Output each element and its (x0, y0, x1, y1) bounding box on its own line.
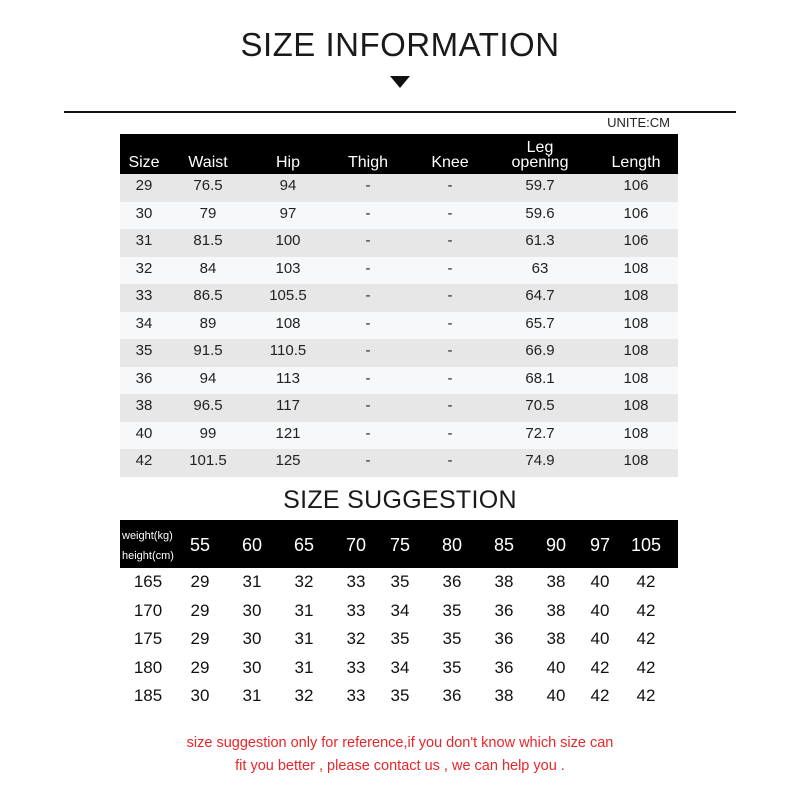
table-cell: - (365, 259, 371, 277)
table-cell: 94 (279, 177, 297, 194)
table-cell: 72.7 (525, 424, 555, 442)
size-cell: 40 (546, 686, 566, 705)
size-cell: 31 (294, 600, 314, 620)
height-cell: 185 (133, 686, 163, 705)
height-cell: 180 (133, 657, 163, 677)
height-axis-label: height(cm) (122, 550, 174, 562)
table-cell: 108 (623, 424, 649, 442)
height-cell: 165 (133, 572, 163, 591)
table-cell: 108 (623, 452, 649, 469)
table-cell: 108 (623, 259, 649, 277)
size-cell: 42 (590, 686, 610, 705)
reference-note (0, 732, 800, 778)
reference-note-line-1: size suggestion only for reference,if you don't know which size can (186, 735, 614, 751)
table-cell: 125 (275, 452, 301, 469)
size-cell: 32 (346, 629, 366, 648)
table-cell: - (447, 369, 453, 387)
weight-header-cell: 75 (389, 535, 411, 555)
table-cell: 34 (135, 314, 153, 332)
header-label: Leg (526, 139, 554, 156)
unit-label: UNITE:CM (607, 115, 670, 130)
size-cell: 33 (346, 600, 366, 620)
table-cell: - (365, 397, 371, 414)
size-cell: 42 (590, 657, 610, 677)
table-row (120, 174, 678, 202)
size-cell: 31 (242, 572, 262, 591)
size-cell: 38 (546, 600, 566, 620)
table-cell: 30 (135, 204, 153, 222)
size-info-header (120, 134, 678, 174)
reference-note-line-2: fit you better , please contact us , we can help you . (235, 758, 565, 774)
size-cell: 42 (636, 657, 656, 677)
table-cell: 117 (276, 397, 300, 414)
table-cell: 110.5 (269, 342, 307, 359)
size-cell: 36 (494, 657, 514, 677)
size-cell: 35 (390, 686, 410, 705)
table-cell: - (447, 424, 453, 442)
size-cell: 40 (590, 629, 610, 648)
weight-header-cell: 85 (493, 535, 515, 555)
header-cell (253, 134, 323, 174)
table-row (120, 682, 678, 711)
size-suggestion-title: SIZE SUGGESTION (283, 486, 517, 514)
table-cell: - (447, 287, 453, 304)
table-cell: - (365, 287, 371, 304)
table-cell: 106 (623, 177, 649, 194)
table-cell: 61.3 (525, 232, 555, 249)
table-cell: 33 (135, 287, 153, 304)
table-cell: 40 (135, 424, 153, 442)
header-cell (173, 134, 243, 174)
table-cell: 103 (275, 259, 301, 277)
table-row (120, 339, 678, 367)
size-cell: 33 (346, 657, 366, 677)
size-cell: 35 (442, 600, 462, 620)
table-cell: 106 (623, 204, 649, 222)
size-cell: 40 (590, 600, 610, 620)
table-cell: 68.1 (525, 369, 555, 387)
header-label: opening (511, 154, 569, 171)
table-cell: 106 (623, 232, 649, 249)
divider (64, 111, 736, 113)
table-cell: 113 (276, 369, 300, 387)
size-cell: 34 (390, 600, 410, 620)
size-cell: 42 (636, 629, 656, 648)
table-cell: 42 (135, 452, 153, 469)
table-cell: 84 (199, 259, 217, 277)
size-cell: 38 (494, 686, 514, 705)
size-cell: 38 (494, 572, 514, 591)
size-suggestion-body (120, 568, 678, 711)
header-cell (333, 134, 403, 174)
weight-header-cell: 60 (241, 535, 263, 555)
table-cell: - (447, 452, 453, 469)
table-cell: - (365, 452, 371, 469)
table-cell: - (447, 232, 453, 249)
table-cell: - (447, 342, 453, 359)
height-cell: 170 (133, 600, 163, 620)
axis-corner-label (122, 526, 174, 566)
table-cell: 108 (275, 314, 301, 332)
size-cell: 33 (346, 686, 366, 705)
header-label: Size (128, 154, 160, 171)
size-cell: 34 (390, 657, 410, 677)
page-title: SIZE INFORMATION (240, 26, 560, 63)
table-cell: 97 (279, 204, 297, 222)
table-row (120, 312, 678, 340)
table-cell: 32 (135, 259, 153, 277)
table-cell: - (365, 424, 371, 442)
table-cell: - (447, 314, 453, 332)
size-cell: 36 (494, 629, 514, 648)
table-row (120, 654, 678, 683)
table-cell: 35 (135, 342, 153, 359)
size-cell: 32 (294, 686, 314, 705)
table-cell: - (447, 204, 453, 222)
size-cell: 42 (636, 572, 656, 591)
size-cell: 30 (190, 686, 210, 705)
table-cell: 100 (275, 232, 301, 249)
size-cell: 31 (242, 686, 262, 705)
table-row (120, 284, 678, 312)
size-cell: 29 (190, 572, 210, 591)
table-row (120, 229, 678, 257)
table-row (120, 449, 678, 477)
size-cell: 31 (294, 629, 314, 648)
size-cell: 40 (590, 572, 610, 591)
table-cell: 79 (199, 204, 217, 222)
size-cell: 35 (442, 657, 462, 677)
header-label: Thigh (347, 154, 389, 171)
size-cell: 40 (546, 657, 566, 677)
table-cell: - (365, 369, 371, 387)
table-cell: 108 (623, 314, 649, 332)
table-cell: - (365, 232, 371, 249)
size-cell: 29 (190, 629, 210, 648)
header-cell (495, 134, 585, 174)
size-cell: 38 (546, 572, 566, 591)
table-cell: 29 (135, 177, 153, 194)
header-cell (415, 134, 485, 174)
table-cell: - (447, 259, 453, 277)
height-cell: 175 (133, 629, 163, 648)
table-cell: 36 (135, 369, 153, 387)
size-info-body (120, 174, 678, 477)
weight-header-cell: 80 (441, 535, 463, 555)
table-cell: - (365, 314, 371, 332)
table-cell: 101.5 (189, 452, 227, 469)
size-cell: 36 (442, 686, 462, 705)
size-cell: 29 (190, 600, 210, 620)
size-cell: 30 (242, 657, 262, 677)
table-row (120, 568, 678, 597)
table-cell: 108 (623, 397, 649, 414)
weight-header-cell: 105 (630, 535, 662, 555)
table-cell: 89 (199, 314, 217, 332)
weight-header-cell: 90 (545, 535, 567, 555)
table-cell: 64.7 (525, 287, 555, 304)
table-cell: 59.7 (525, 177, 555, 194)
header-label: Length (611, 154, 661, 171)
down-arrow-icon (390, 76, 410, 88)
size-cell: 30 (242, 629, 262, 648)
size-info-table (120, 134, 678, 477)
table-cell: 91.5 (193, 342, 223, 359)
header-cell (596, 134, 676, 174)
table-cell: - (447, 397, 453, 414)
table-cell: 65.7 (525, 314, 555, 332)
table-cell: 38 (135, 397, 153, 414)
header-label: Knee (431, 154, 469, 171)
size-cell: 36 (442, 572, 462, 591)
table-cell: 108 (623, 287, 649, 304)
table-cell: 105.5 (269, 287, 307, 304)
table-row (120, 394, 678, 422)
size-cell: 33 (346, 572, 366, 591)
table-cell: 108 (623, 369, 649, 387)
size-cell: 36 (494, 600, 514, 620)
size-cell: 35 (390, 629, 410, 648)
table-cell: 121 (275, 424, 301, 442)
weight-header-cell: 70 (345, 535, 367, 555)
table-row (120, 597, 678, 626)
size-cell: 32 (294, 572, 314, 591)
table-row (120, 202, 678, 230)
table-cell: 63 (531, 259, 549, 277)
table-row (120, 625, 678, 654)
header-cell (120, 134, 168, 174)
table-cell: 59.6 (525, 204, 555, 222)
weight-header-cell: 97 (589, 535, 611, 555)
table-row (120, 257, 678, 285)
table-cell: 108 (623, 342, 649, 359)
table-cell: - (447, 177, 453, 194)
table-cell: 74.9 (525, 452, 555, 469)
header-label: Waist (188, 154, 228, 171)
table-row (120, 422, 678, 450)
table-cell: 81.5 (193, 232, 223, 249)
table-cell: 94 (199, 369, 217, 387)
table-cell: 76.5 (193, 177, 223, 194)
table-cell: 99 (199, 424, 217, 442)
table-cell: - (365, 204, 371, 222)
weight-header-cell: 65 (293, 535, 315, 555)
size-cell: 35 (442, 629, 462, 648)
size-cell: 29 (190, 657, 210, 677)
weight-header-cell: 55 (189, 535, 211, 555)
weight-axis-label: weight(kg) (122, 530, 173, 542)
size-cell: 30 (242, 600, 262, 620)
size-suggestion-header (120, 520, 678, 568)
table-cell: 96.5 (193, 397, 223, 414)
table-row (120, 367, 678, 395)
size-cell: 38 (546, 629, 566, 648)
table-cell: 70.5 (525, 397, 555, 414)
header-label: Hip (275, 154, 300, 171)
table-cell: 86.5 (193, 287, 223, 304)
size-cell: 31 (294, 657, 314, 677)
size-cell: 42 (636, 600, 656, 620)
table-cell: - (365, 177, 371, 194)
table-cell: 31 (135, 232, 153, 249)
table-cell: 66.9 (525, 342, 555, 359)
size-cell: 42 (636, 686, 656, 705)
size-suggestion-table (120, 520, 678, 711)
table-cell: - (365, 342, 371, 359)
size-cell: 35 (390, 572, 410, 591)
